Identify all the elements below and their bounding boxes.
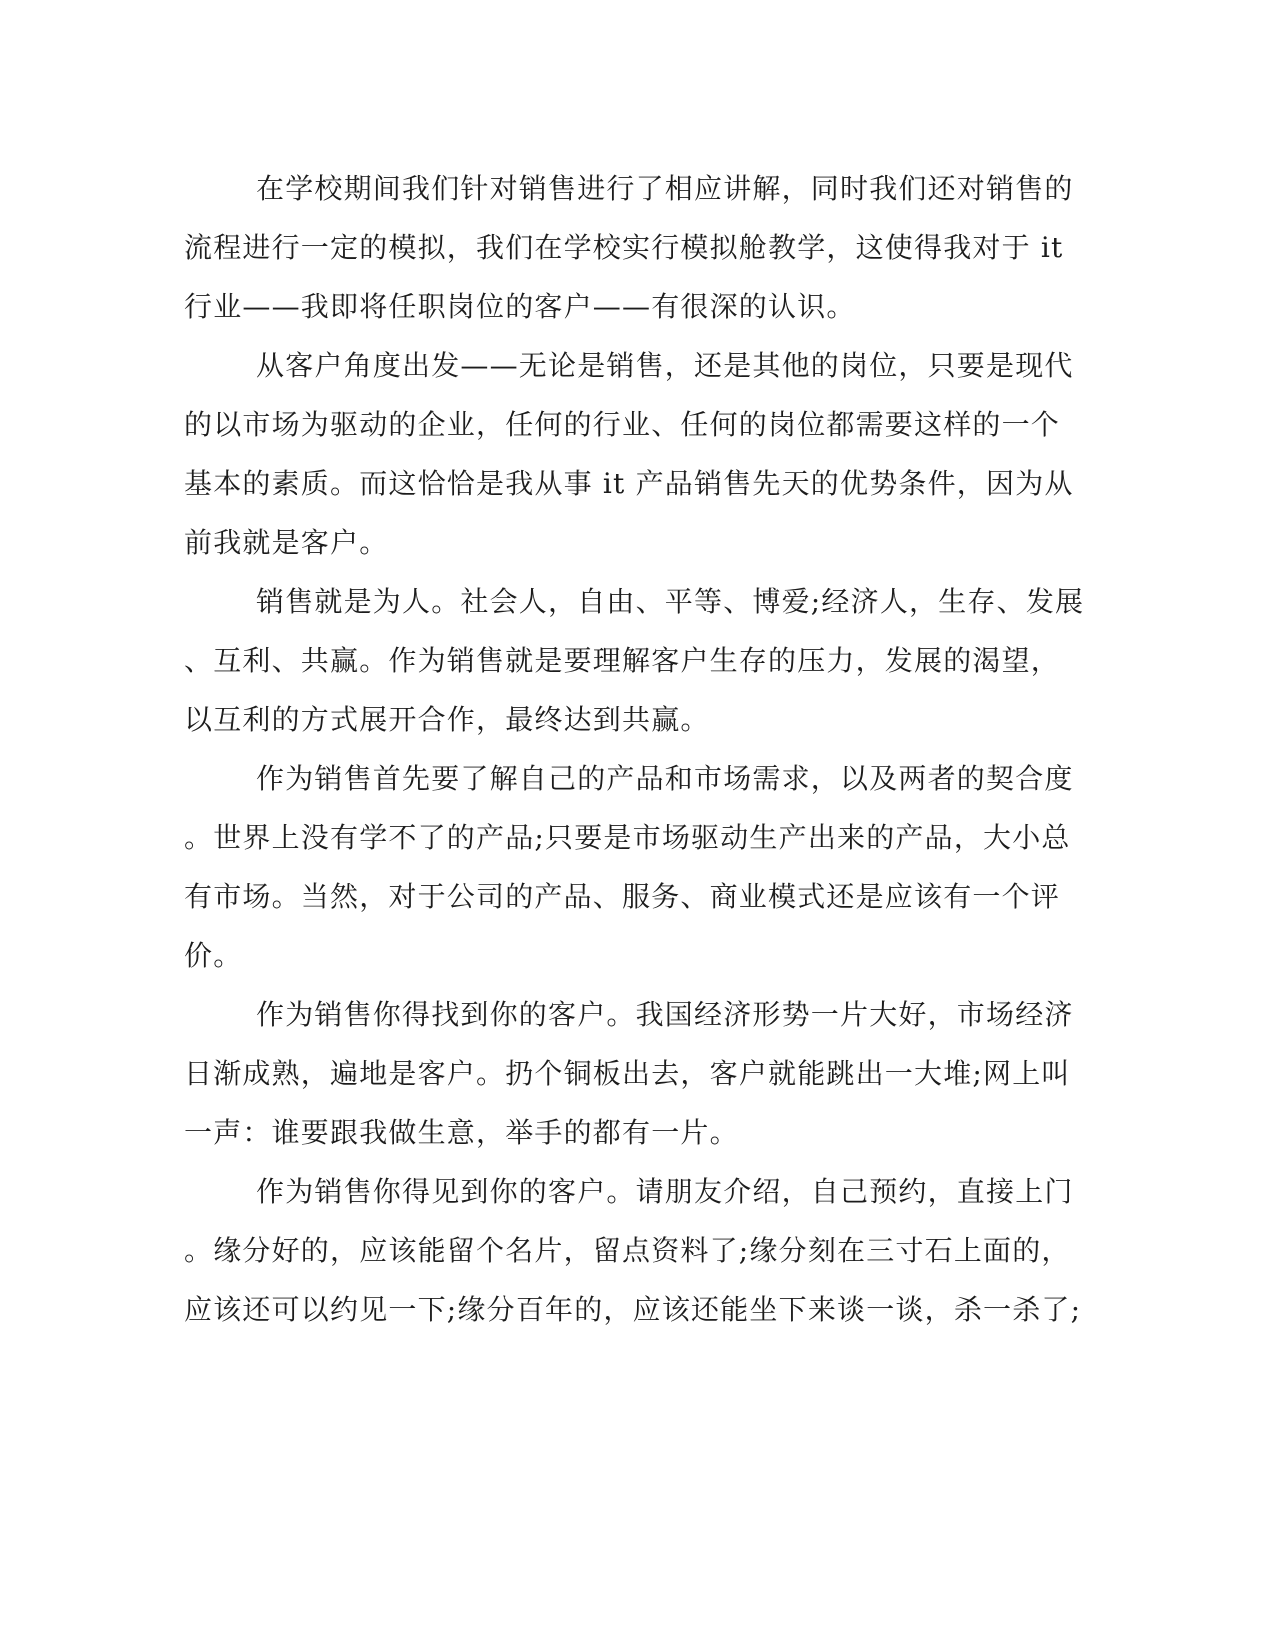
document-body xyxy=(184,159,1085,1339)
paragraph-5-line-2: 日渐成熟，遍地是客户。扔个铜板出去，客户就能跳出一大堆;网上叫 xyxy=(184,1057,1071,1090)
paragraph-6-line-3: 应该还可以约见一下;缘分百年的，应该还能坐下来谈一谈，杀一杀了; xyxy=(184,1293,1082,1326)
paragraph-2-line-3: 基本的素质。而这恰恰是我从事 it 产品销售先天的优势条件，因为从 xyxy=(184,467,1074,500)
paragraph-6-line-2: 。缘分好的，应该能留个名片，留点资料了;缘分刻在三寸石上面的， xyxy=(184,1234,1071,1267)
paragraph-3-line-2: 、互利、共赢。作为销售就是要理解客户生存的压力，发展的渴望， xyxy=(184,644,1061,677)
paragraph-5-line-3: 一声：谁要跟我做生意，举手的都有一片。 xyxy=(184,1116,739,1149)
paragraph-4-line-2: 。世界上没有学不了的产品;只要是市场驱动生产出来的产品，大小总 xyxy=(184,821,1071,854)
paragraph-6-line-1: 作为销售你得见到你的客户。请朋友介绍，自己预约，直接上门 xyxy=(256,1175,1074,1208)
paragraph-1-line-2: 流程进行一定的模拟，我们在学校实行模拟舱教学，这使得我对于 it xyxy=(184,231,1064,264)
paragraph-1-line-1: 在学校期间我们针对销售进行了相应讲解，同时我们还对销售的 xyxy=(256,172,1074,205)
paragraph-3-line-3: 以互利的方式展开合作，最终达到共赢。 xyxy=(184,703,710,736)
paragraph-4-line-3: 有市场。当然，对于公司的产品、服务、商业模式还是应该有一个评 xyxy=(184,880,1061,913)
paragraph-1-line-3: 行业——我即将任职岗位的客户——有很深的认识。 xyxy=(184,290,856,323)
paragraph-2-line-2: 的以市场为驱动的企业，任何的行业、任何的岗位都需要这样的一个 xyxy=(184,408,1061,441)
paragraph-2-line-4: 前我就是客户。 xyxy=(184,526,389,559)
paragraph-2-line-1: 从客户角度出发——无论是销售，还是其他的岗位，只要是现代 xyxy=(256,349,1074,382)
paragraph-4-line-1: 作为销售首先要了解自己的产品和市场需求，以及两者的契合度 xyxy=(256,762,1074,795)
paragraph-5-line-1: 作为销售你得找到你的客户。我国经济形势一片大好，市场经济 xyxy=(256,998,1074,1031)
paragraph-3-line-1: 销售就是为人。社会人，自由、平等、博爱;经济人，生存、发展 xyxy=(256,585,1085,618)
paragraph-4-line-4: 价。 xyxy=(184,939,243,972)
